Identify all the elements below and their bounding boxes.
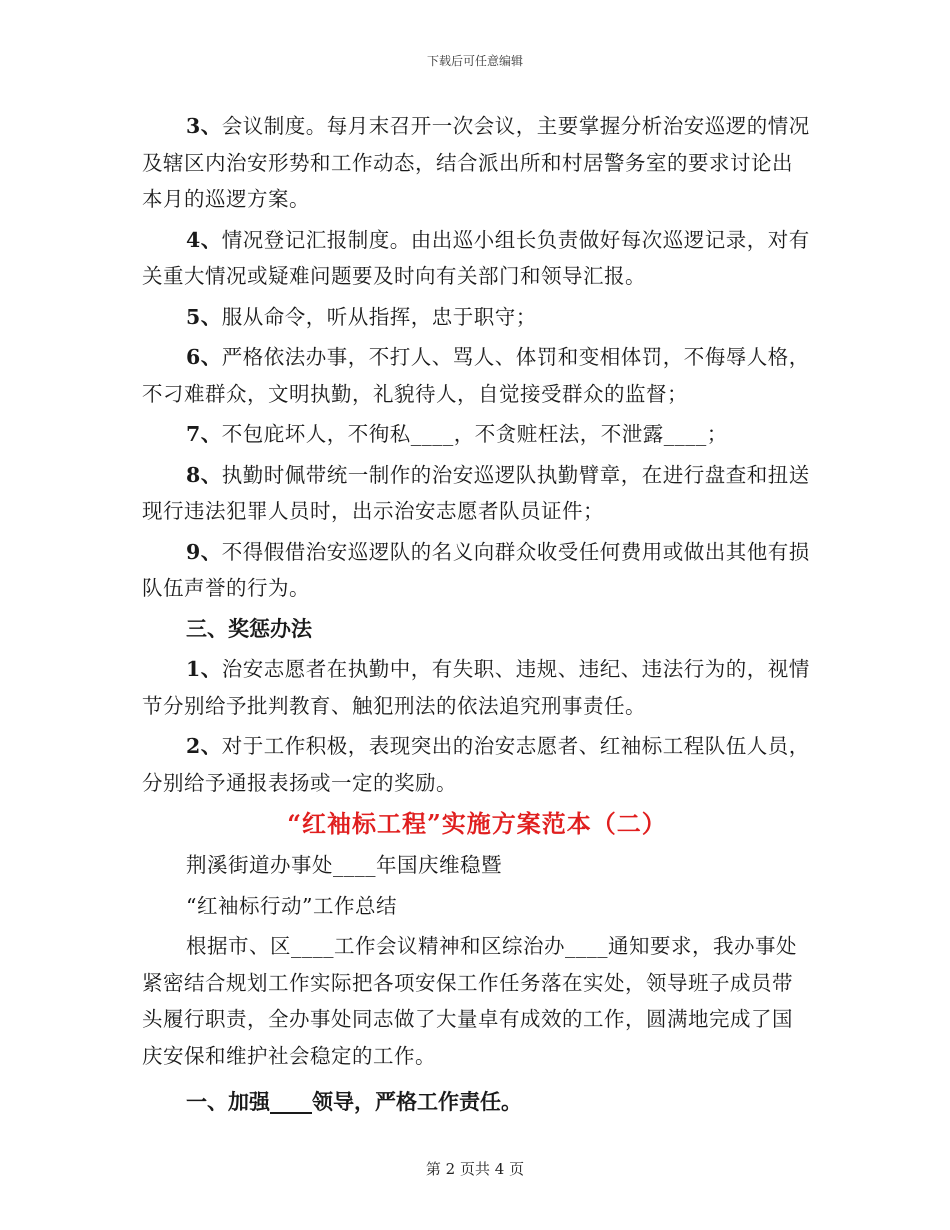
page-header: 下载后可任意编辑: [426, 54, 523, 68]
item-8: 8、执勤时佩带统一制作的治安巡逻队执勤臂章，在进行盘查和扭送现行违法犯罪人员时，出示治安志愿者队员证件；: [142, 462, 810, 523]
document-body: [142, 108, 812, 1121]
body-paragraph: 根据市、区____工作会议精神和区综治办____通知要求，我办事处紧密结合规划工作实际把各项安保工作任务落在实处，领导班子成员带头履行职责，全办事处同志做了大量卓有成效的工作，圆满地完成了国庆安保和维护社会稳定的工作。: [142, 934, 797, 1068]
subtitle-line-2: “红袖标行动”工作总结: [186, 893, 397, 918]
subtitle-line-1: 荆溪街道办事处____年国庆维稳暨: [186, 853, 502, 877]
section-1-heading: 一、加强____领导，严格工作责任。: [186, 1089, 522, 1114]
item-4: 4、情况登记汇报制度。由出巡小组长负责做好每次巡逻记录，对有关重大情况或疑难问题要及时向有关部门和领导汇报。: [142, 227, 810, 288]
item-9: 9、不得假借治安巡逻队的名义向群众收受任何费用或做出其他有损队伍声誉的行为。: [142, 539, 810, 600]
page-footer: 第 2 页共 4 页: [425, 1160, 525, 1178]
document-title: “红袖标工程”实施方案范本（二）: [287, 809, 667, 838]
item-5: 5、服从命令，听从指挥，忠于职守；: [186, 304, 537, 329]
item-7: 7、不包庇坏人，不徇私____，不贪赃枉法，不泄露____；: [186, 422, 728, 446]
item-6: 6、严格依法办事，不打人、骂人、体罚和变相体罚，不侮辱人格，不刁难群众，文明执勤，礼貌待人，自觉接受群众的监督；: [142, 345, 810, 406]
section-3-item-2: 2、对于工作积极，表现突出的治安志愿者、红袖标工程队伍人员，分别给予通报表扬或一定的奖励。: [142, 734, 810, 795]
section-3-heading: 三、奖惩办法: [186, 615, 312, 641]
item-3: 3、会议制度。每月末召开一次会议，主要掌握分析治安巡逻的情况及辖区内治安形势和工作动态，结合派出所和村居警务室的要求讨论出本月的巡逻方案。: [142, 114, 810, 211]
section-3-item-1: 1、治安志愿者在执勤中，有失职、违规、违纪、违法行为的，视情节分别给予批判教育、触犯刑法的依法追究刑事责任。: [142, 657, 810, 718]
